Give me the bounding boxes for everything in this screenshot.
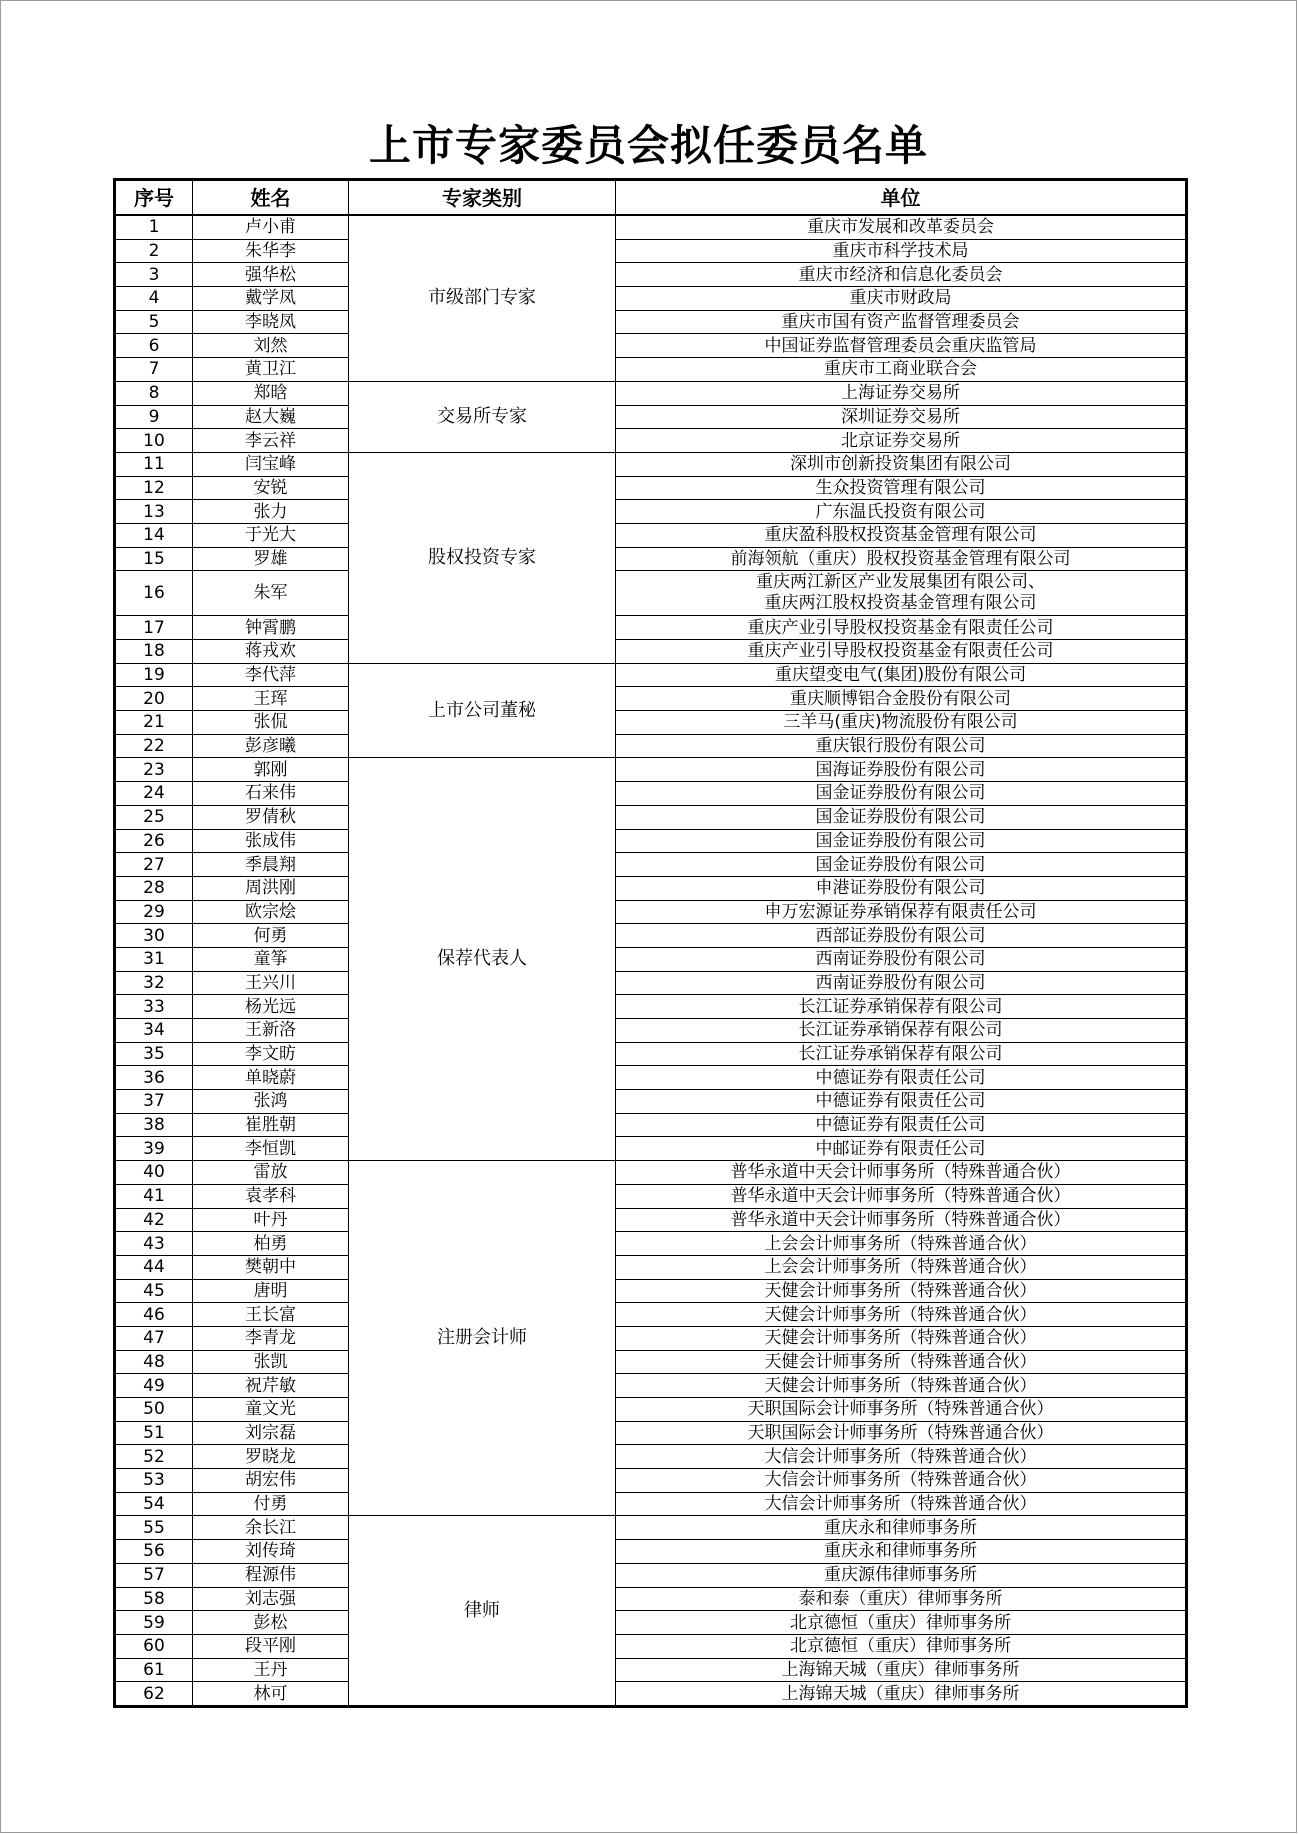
row-index: 17 <box>115 616 193 640</box>
table-row <box>115 1492 1187 1516</box>
member-name: 杨光远 <box>193 995 349 1019</box>
member-name: 罗雄 <box>193 547 349 571</box>
member-unit: 西南证券股份有限公司 <box>616 971 1187 995</box>
member-unit: 长江证券承销保荐有限公司 <box>616 1042 1187 1066</box>
expert-category: 保荐代表人 <box>349 758 616 1161</box>
table-row <box>115 405 1187 429</box>
member-unit: 西南证券股份有限公司 <box>616 947 1187 971</box>
member-name: 胡宏伟 <box>193 1469 349 1493</box>
member-name: 柏勇 <box>193 1232 349 1256</box>
member-unit: 天健会计师事务所（特殊普通合伙） <box>616 1303 1187 1327</box>
row-index: 24 <box>115 782 193 806</box>
member-unit: 重庆盈科股权投资基金管理有限公司 <box>616 523 1187 547</box>
member-unit <box>616 571 1187 616</box>
row-index: 60 <box>115 1634 193 1658</box>
table-row <box>115 1184 1187 1208</box>
table-row <box>115 1208 1187 1232</box>
row-index: 59 <box>115 1611 193 1635</box>
table-row <box>115 900 1187 924</box>
member-name: 李云祥 <box>193 429 349 453</box>
member-unit: 中德证券有限责任公司 <box>616 1090 1187 1114</box>
table-row <box>115 1303 1187 1327</box>
member-unit: 申港证券股份有限公司 <box>616 876 1187 900</box>
member-name: 张凯 <box>193 1350 349 1374</box>
table-row <box>115 500 1187 524</box>
header-index: 序号 <box>115 180 193 216</box>
table-row <box>115 805 1187 829</box>
member-name: 罗倩秋 <box>193 805 349 829</box>
row-index: 31 <box>115 947 193 971</box>
row-index: 43 <box>115 1232 193 1256</box>
member-unit: 前海领航（重庆）股权投资基金管理有限公司 <box>616 547 1187 571</box>
row-index: 9 <box>115 405 193 429</box>
member-unit: 中国证券监督管理委员会重庆监管局 <box>616 334 1187 358</box>
member-unit: 天健会计师事务所（特殊普通合伙） <box>616 1350 1187 1374</box>
row-index: 1 <box>115 215 193 239</box>
row-index: 57 <box>115 1563 193 1587</box>
member-unit: 上海锦天城（重庆）律师事务所 <box>616 1658 1187 1682</box>
member-unit: 天健会计师事务所（特殊普通合伙） <box>616 1326 1187 1350</box>
row-index: 30 <box>115 924 193 948</box>
member-unit: 大信会计师事务所（特殊普通合伙） <box>616 1445 1187 1469</box>
member-unit: 长江证券承销保荐有限公司 <box>616 995 1187 1019</box>
row-index: 58 <box>115 1587 193 1611</box>
document-title: 上市专家委员会拟任委员名单 <box>368 121 928 170</box>
member-name: 闫宝峰 <box>193 452 349 476</box>
member-unit: 上会会计师事务所（特殊普通合伙） <box>616 1232 1187 1256</box>
table-row <box>115 758 1187 782</box>
member-unit: 国金证券股份有限公司 <box>616 829 1187 853</box>
expert-category: 注册会计师 <box>349 1161 616 1516</box>
row-index: 2 <box>115 239 193 263</box>
row-index: 11 <box>115 452 193 476</box>
member-name: 朱军 <box>193 571 349 616</box>
member-unit: 中德证券有限责任公司 <box>616 1066 1187 1090</box>
member-name: 强华松 <box>193 263 349 287</box>
member-name: 付勇 <box>193 1492 349 1516</box>
member-unit: 重庆产业引导股权投资基金有限责任公司 <box>616 640 1187 664</box>
table-row <box>115 287 1187 311</box>
member-unit: 天健会计师事务所（特殊普通合伙） <box>616 1374 1187 1398</box>
table-row <box>115 476 1187 500</box>
member-unit: 重庆市国有资产监督管理委员会 <box>616 310 1187 334</box>
table-row <box>115 995 1187 1019</box>
row-index: 7 <box>115 358 193 382</box>
member-name: 张鸿 <box>193 1090 349 1114</box>
member-unit: 重庆顺博铝合金股份有限公司 <box>616 687 1187 711</box>
row-index: 8 <box>115 381 193 405</box>
table-row <box>115 215 1187 239</box>
row-index: 40 <box>115 1161 193 1185</box>
member-unit: 重庆市科学技术局 <box>616 239 1187 263</box>
member-unit: 重庆市发展和改革委员会 <box>616 215 1187 239</box>
member-name: 张力 <box>193 500 349 524</box>
table-row <box>115 876 1187 900</box>
row-index: 54 <box>115 1492 193 1516</box>
member-name: 刘然 <box>193 334 349 358</box>
table-row <box>115 1019 1187 1043</box>
member-name: 袁孝科 <box>193 1184 349 1208</box>
row-index: 55 <box>115 1516 193 1540</box>
member-unit: 重庆望变电气(集团)股份有限公司 <box>616 663 1187 687</box>
member-unit: 国金证券股份有限公司 <box>616 805 1187 829</box>
table-row <box>115 239 1187 263</box>
member-name: 钟霄鹏 <box>193 616 349 640</box>
member-name: 刘志强 <box>193 1587 349 1611</box>
table-row <box>115 547 1187 571</box>
table-row <box>115 452 1187 476</box>
member-unit: 国海证券股份有限公司 <box>616 758 1187 782</box>
row-index: 3 <box>115 263 193 287</box>
member-unit: 泰和泰（重庆）律师事务所 <box>616 1587 1187 1611</box>
member-unit: 普华永道中天会计师事务所（特殊普通合伙） <box>616 1208 1187 1232</box>
member-name: 蒋戎欢 <box>193 640 349 664</box>
expert-category: 上市公司董秘 <box>349 663 616 758</box>
member-name: 黄卫江 <box>193 358 349 382</box>
row-index: 48 <box>115 1350 193 1374</box>
row-index: 6 <box>115 334 193 358</box>
table-row <box>115 381 1187 405</box>
row-index: 36 <box>115 1066 193 1090</box>
row-index: 4 <box>115 287 193 311</box>
table-row <box>115 663 1187 687</box>
member-unit: 长江证券承销保荐有限公司 <box>616 1019 1187 1043</box>
table-row <box>115 924 1187 948</box>
member-unit: 重庆市工商业联合会 <box>616 358 1187 382</box>
member-unit: 国金证券股份有限公司 <box>616 853 1187 877</box>
member-unit: 中邮证券有限责任公司 <box>616 1137 1187 1161</box>
member-name: 叶丹 <box>193 1208 349 1232</box>
table-row <box>115 429 1187 453</box>
row-index: 53 <box>115 1469 193 1493</box>
table-row <box>115 1563 1187 1587</box>
member-name: 王新洛 <box>193 1019 349 1043</box>
member-unit: 天职国际会计师事务所（特殊普通合伙） <box>616 1398 1187 1422</box>
member-name: 王丹 <box>193 1658 349 1682</box>
member-unit: 天健会计师事务所（特殊普通合伙） <box>616 1279 1187 1303</box>
row-index: 15 <box>115 547 193 571</box>
member-unit: 上海锦天城（重庆）律师事务所 <box>616 1682 1187 1707</box>
table-row <box>115 358 1187 382</box>
table-row <box>115 1066 1187 1090</box>
table-row <box>115 263 1187 287</box>
table-row <box>115 523 1187 547</box>
row-index: 62 <box>115 1682 193 1707</box>
row-index: 18 <box>115 640 193 664</box>
member-unit: 重庆永和律师事务所 <box>616 1540 1187 1564</box>
member-unit: 重庆产业引导股权投资基金有限责任公司 <box>616 616 1187 640</box>
row-index: 14 <box>115 523 193 547</box>
table-row <box>115 1587 1187 1611</box>
table-row <box>115 1279 1187 1303</box>
row-index: 41 <box>115 1184 193 1208</box>
member-name: 童筝 <box>193 947 349 971</box>
table-row <box>115 640 1187 664</box>
table-row <box>115 1232 1187 1256</box>
row-index: 61 <box>115 1658 193 1682</box>
row-index: 56 <box>115 1540 193 1564</box>
table-row <box>115 1137 1187 1161</box>
table-row <box>115 1090 1187 1114</box>
member-name: 崔胜朝 <box>193 1113 349 1137</box>
table-body <box>115 215 1187 1706</box>
table-row <box>115 571 1187 616</box>
member-unit: 天职国际会计师事务所（特殊普通合伙） <box>616 1421 1187 1445</box>
row-index: 19 <box>115 663 193 687</box>
table-row <box>115 334 1187 358</box>
table-row <box>115 1161 1187 1185</box>
table-row <box>115 829 1187 853</box>
row-index: 42 <box>115 1208 193 1232</box>
table-row <box>115 1445 1187 1469</box>
row-index: 21 <box>115 711 193 735</box>
table-row <box>115 616 1187 640</box>
member-unit-line: 重庆两江股权投资基金管理有限公司 <box>764 593 1037 614</box>
table-row <box>115 310 1187 334</box>
member-name: 段平刚 <box>193 1634 349 1658</box>
member-name: 林可 <box>193 1682 349 1707</box>
member-name: 张侃 <box>193 711 349 735</box>
table-row <box>115 711 1187 735</box>
member-name: 刘宗磊 <box>193 1421 349 1445</box>
member-name: 欧宗烩 <box>193 900 349 924</box>
row-index: 20 <box>115 687 193 711</box>
member-name: 张成伟 <box>193 829 349 853</box>
row-index: 23 <box>115 758 193 782</box>
member-name: 王兴川 <box>193 971 349 995</box>
member-name: 单晓蔚 <box>193 1066 349 1090</box>
member-unit: 国金证券股份有限公司 <box>616 782 1187 806</box>
member-name: 王长富 <box>193 1303 349 1327</box>
member-unit: 北京德恒（重庆）律师事务所 <box>616 1611 1187 1635</box>
member-unit: 普华永道中天会计师事务所（特殊普通合伙） <box>616 1184 1187 1208</box>
member-name: 祝芹敏 <box>193 1374 349 1398</box>
member-unit: 广东温氏投资有限公司 <box>616 500 1187 524</box>
member-name: 唐明 <box>193 1279 349 1303</box>
member-name: 童文光 <box>193 1398 349 1422</box>
member-unit-line: 重庆两江新区产业发展集团有限公司、 <box>756 572 1045 593</box>
table-row <box>115 1350 1187 1374</box>
member-name: 程源伟 <box>193 1563 349 1587</box>
expert-category: 市级部门专家 <box>349 215 616 381</box>
row-index: 39 <box>115 1137 193 1161</box>
member-name: 樊朝中 <box>193 1255 349 1279</box>
member-name: 安锐 <box>193 476 349 500</box>
table-row <box>115 1042 1187 1066</box>
table-row <box>115 1255 1187 1279</box>
member-unit: 中德证券有限责任公司 <box>616 1113 1187 1137</box>
table-row <box>115 947 1187 971</box>
member-name: 李代萍 <box>193 663 349 687</box>
table-row <box>115 1113 1187 1137</box>
committee-table <box>113 178 1188 1708</box>
row-index: 13 <box>115 500 193 524</box>
table-row <box>115 1540 1187 1564</box>
table-row <box>115 1682 1187 1707</box>
table-row <box>115 1611 1187 1635</box>
table-row <box>115 853 1187 877</box>
member-unit: 重庆源伟律师事务所 <box>616 1563 1187 1587</box>
member-name: 朱华李 <box>193 239 349 263</box>
row-index: 45 <box>115 1279 193 1303</box>
member-name: 彭松 <box>193 1611 349 1635</box>
member-unit: 申万宏源证券承销保荐有限责任公司 <box>616 900 1187 924</box>
member-name: 赵大巍 <box>193 405 349 429</box>
member-name: 雷放 <box>193 1161 349 1185</box>
table-row <box>115 1634 1187 1658</box>
row-index: 46 <box>115 1303 193 1327</box>
row-index: 10 <box>115 429 193 453</box>
member-name: 彭彦曦 <box>193 734 349 758</box>
row-index: 25 <box>115 805 193 829</box>
row-index: 32 <box>115 971 193 995</box>
row-index: 29 <box>115 900 193 924</box>
member-name: 李恒凯 <box>193 1137 349 1161</box>
member-name: 郭刚 <box>193 758 349 782</box>
header-name: 姓名 <box>193 180 349 216</box>
member-name: 罗晓龙 <box>193 1445 349 1469</box>
member-name: 刘传琦 <box>193 1540 349 1564</box>
member-unit: 西部证券股份有限公司 <box>616 924 1187 948</box>
table-row <box>115 971 1187 995</box>
member-unit: 大信会计师事务所（特殊普通合伙） <box>616 1469 1187 1493</box>
row-index: 5 <box>115 310 193 334</box>
table-row <box>115 1516 1187 1540</box>
member-unit: 重庆市财政局 <box>616 287 1187 311</box>
member-name: 郑晗 <box>193 381 349 405</box>
row-index: 12 <box>115 476 193 500</box>
table-row <box>115 1326 1187 1350</box>
member-name: 余长江 <box>193 1516 349 1540</box>
expert-category: 交易所专家 <box>349 381 616 452</box>
member-unit: 重庆银行股份有限公司 <box>616 734 1187 758</box>
row-index: 35 <box>115 1042 193 1066</box>
table-row <box>115 1658 1187 1682</box>
row-index: 22 <box>115 734 193 758</box>
row-index: 44 <box>115 1255 193 1279</box>
member-name: 李青龙 <box>193 1326 349 1350</box>
row-index: 49 <box>115 1374 193 1398</box>
row-index: 33 <box>115 995 193 1019</box>
table-row <box>115 687 1187 711</box>
member-unit: 三羊马(重庆)物流股份有限公司 <box>616 711 1187 735</box>
row-index: 16 <box>115 571 193 616</box>
member-name: 何勇 <box>193 924 349 948</box>
row-index: 52 <box>115 1445 193 1469</box>
table-row <box>115 782 1187 806</box>
member-name: 戴学凤 <box>193 287 349 311</box>
row-index: 26 <box>115 829 193 853</box>
table-row <box>115 1421 1187 1445</box>
expert-category: 律师 <box>349 1516 616 1707</box>
member-unit: 大信会计师事务所（特殊普通合伙） <box>616 1492 1187 1516</box>
member-name: 王珲 <box>193 687 349 711</box>
header-unit: 单位 <box>616 180 1187 216</box>
header-category: 专家类别 <box>349 180 616 216</box>
table-header-row <box>115 180 1187 216</box>
table-row <box>115 1398 1187 1422</box>
row-index: 34 <box>115 1019 193 1043</box>
member-unit: 北京德恒（重庆）律师事务所 <box>616 1634 1187 1658</box>
member-name: 卢小甫 <box>193 215 349 239</box>
member-unit: 深圳市创新投资集团有限公司 <box>616 452 1187 476</box>
table-row <box>115 1374 1187 1398</box>
member-name: 于光大 <box>193 523 349 547</box>
row-index: 38 <box>115 1113 193 1137</box>
member-unit: 重庆永和律师事务所 <box>616 1516 1187 1540</box>
row-index: 47 <box>115 1326 193 1350</box>
row-index: 51 <box>115 1421 193 1445</box>
member-name: 周洪刚 <box>193 876 349 900</box>
expert-category: 股权投资专家 <box>349 452 616 663</box>
member-name: 李文昉 <box>193 1042 349 1066</box>
member-name: 季晨翔 <box>193 853 349 877</box>
row-index: 37 <box>115 1090 193 1114</box>
member-unit: 生众投资管理有限公司 <box>616 476 1187 500</box>
member-unit: 上会会计师事务所（特殊普通合伙） <box>616 1255 1187 1279</box>
table-row <box>115 734 1187 758</box>
row-index: 50 <box>115 1398 193 1422</box>
member-name: 石来伟 <box>193 782 349 806</box>
table-row <box>115 1469 1187 1493</box>
row-index: 28 <box>115 876 193 900</box>
member-unit: 重庆市经济和信息化委员会 <box>616 263 1187 287</box>
row-index: 27 <box>115 853 193 877</box>
member-unit: 北京证券交易所 <box>616 429 1187 453</box>
member-unit: 普华永道中天会计师事务所（特殊普通合伙） <box>616 1161 1187 1185</box>
member-name: 李晓凤 <box>193 310 349 334</box>
member-unit: 上海证券交易所 <box>616 381 1187 405</box>
member-unit: 深圳证券交易所 <box>616 405 1187 429</box>
